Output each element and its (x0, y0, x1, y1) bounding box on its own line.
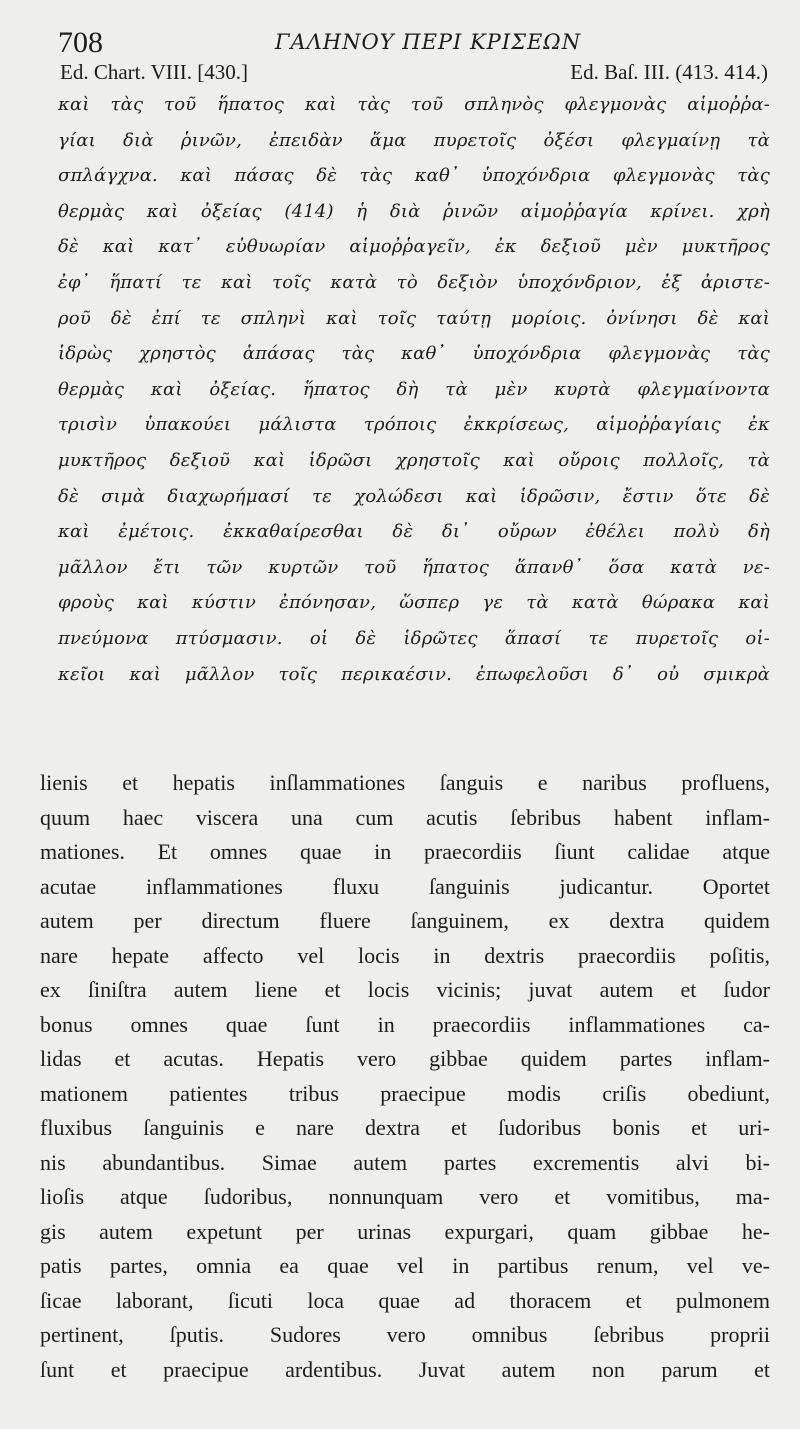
latin-text-line: ſicae laborant, ſicuti loca quae ad thoracem et pulmonem (40, 1287, 770, 1313)
latin-text-line: bonus omnes quae ſunt in praecordiis inflammationes ca- (40, 1011, 770, 1037)
greek-text-line: θερμὰς καὶ ὀξείας. ἥπατος δὴ τὰ μὲν κυρτὰ φλεγμαίνοντα (58, 378, 770, 400)
latin-text-line: lienis et hepatis inſlammationes ſanguis e naribus profluens, (40, 770, 770, 795)
greek-text-line: γίαι διὰ ῥινῶν, ἐπειδὰν ἅμα πυρετοῖς ὀξέσι φλεγμαίνῃ τὰ (58, 129, 770, 151)
running-head (46, 22, 770, 58)
latin-text-line: mationes. Et omnes quae in praecordiis ſiunt calidae atque (40, 839, 770, 864)
greek-text-line: μᾶλλον ἔτι τῶν κυρτῶν τοῦ ἥπατος ἅπανθ᾽ ὅσα κατὰ νε- (58, 556, 770, 578)
latin-text-line: quum haec viscera una cum acutis ſebribus habent inflam- (40, 804, 770, 830)
edition-basel: Ed. Baſ. III. (413. 414.) (570, 60, 768, 84)
latin-text-line: ex ſiniſtra autem liene et locis vicinis; juvat autem et ſudor (40, 977, 770, 1002)
running-title: ΓΑΛΗΝΟΥ ΠΕΡΙ ΚΡΙΣΕΩΝ (274, 30, 582, 54)
latin-text-line: fluxibus ſanguinis e nare dextra et ſudoribus bonis et uri- (40, 1115, 770, 1140)
greek-text-line: ἱδρὼς χρηστὸς ἁπάσας τὰς καθ᾽ ὑποχόνδρια φλεγμονὰς τὰς (58, 343, 770, 365)
greek-text-line: μυκτῆρος δεξιοῦ καὶ ἱδρῶσι χρηστοῖς καὶ οὔροις πολλοῖς, τὰ (58, 449, 770, 471)
latin-text-line: lioſis atque ſudoribus, nonnunquam vero et vomitibus, ma- (40, 1184, 770, 1209)
greek-text-line: κεῖοι καὶ μᾶλλον τοῖς περικαέσιν. ἐπωφελοῦσι δ᾽ οὐ σμικρὰ (58, 663, 770, 685)
latin-text-line: autem per directum fluere ſanguinem, ex dextra quidem (40, 908, 770, 933)
greek-text-line: ροῦ δὲ ἐπί τε σπληνὶ καὶ τοῖς ταύτῃ μορίοις. ὀνίνησι δὲ καὶ (58, 307, 770, 329)
edition-chartier: Ed. Chart. VIII. [430.] (60, 60, 248, 84)
greek-text-line: δὲ καὶ κατ᾽ εὐθυωρίαν αἱμοῤῥαγεῖν, ἐκ δεξιοῦ μὲν μυκτῆρος (58, 236, 770, 258)
latin-text-line: nare hepate affecto vel locis in dextris praecordiis poſitis, (40, 942, 770, 968)
page-number: 708 (58, 26, 103, 59)
latin-text-line: pertinent, ſputis. Sudores vero omnibus ſebribus proprii (40, 1322, 770, 1347)
greek-text-line: σπλάγχνα. καὶ πάσας δὲ τὰς καθ᾽ ὑποχόνδρια φλεγμονὰς τὰς (58, 165, 770, 187)
latin-text-line: lidas et acutas. Hepatis vero gibbae quidem partes inflam- (40, 1046, 770, 1071)
greek-text-line: καὶ ἐμέτοις. ἐκκαθαίρεσθαι δὲ δι᾽ οὔρων ἐθέλει πολὺ δὴ (58, 521, 770, 543)
greek-text-line: τρισὶν ὑπακούει μάλιστα τρόποις ἐκκρίσεως, αἱμοῤῥαγίαις ἐκ (58, 414, 770, 436)
edition-line (46, 58, 770, 86)
latin-text-line: mationem patientes tribus praecipue modis criſis obediunt, (40, 1080, 770, 1106)
greek-text-line: φροὺς καὶ κύστιν ἐπόνησαν, ὥσπερ γε τὰ κατὰ θώρακα καὶ (58, 592, 770, 614)
latin-text-line: ſunt et praecipue ardentibus. Juvat autem non parum et (40, 1356, 770, 1382)
greek-text-line: δὲ σιμὰ διαχωρήμασί τε χολώδεσι καὶ ἱδρῶσιν, ἔστιν ὅτε δὲ (58, 485, 770, 507)
latin-text-line: gis autem expetunt per urinas expurgari, quam gibbae he- (40, 1218, 770, 1244)
latin-text-block (40, 766, 770, 1387)
greek-text-block (46, 87, 770, 692)
greek-text-line: καὶ τὰς τοῦ ἥπατος καὶ τὰς τοῦ σπληνὸς φλεγμονὰς αἱμοῤῥα- (58, 94, 770, 115)
greek-text-line: ἐφ᾽ ἥπατί τε καὶ τοῖς κατὰ τὸ δεξιὸν ὑποχόνδριον, ἐξ ἀριστε- (58, 271, 770, 293)
greek-text-line: πνεύμονα πτύσμασιν. οἱ δὲ ἱδρῶτες ἅπασί τε πυρετοῖς οἰ- (58, 627, 770, 649)
latin-text-line: nis abundantibus. Simae autem partes excrementis alvi bi- (40, 1149, 770, 1175)
greek-text-line: θερμὰς καὶ ὀξείας (414) ἡ διὰ ῥινῶν αἱμοῤῥαγία κρίνει. χρὴ (58, 200, 770, 222)
latin-text-line: patis partes, omnia ea quae vel in partibus renum, vel ve- (40, 1253, 770, 1278)
latin-text-line: acutae inflammationes fluxu ſanguinis judicantur. Oportet (40, 873, 770, 899)
